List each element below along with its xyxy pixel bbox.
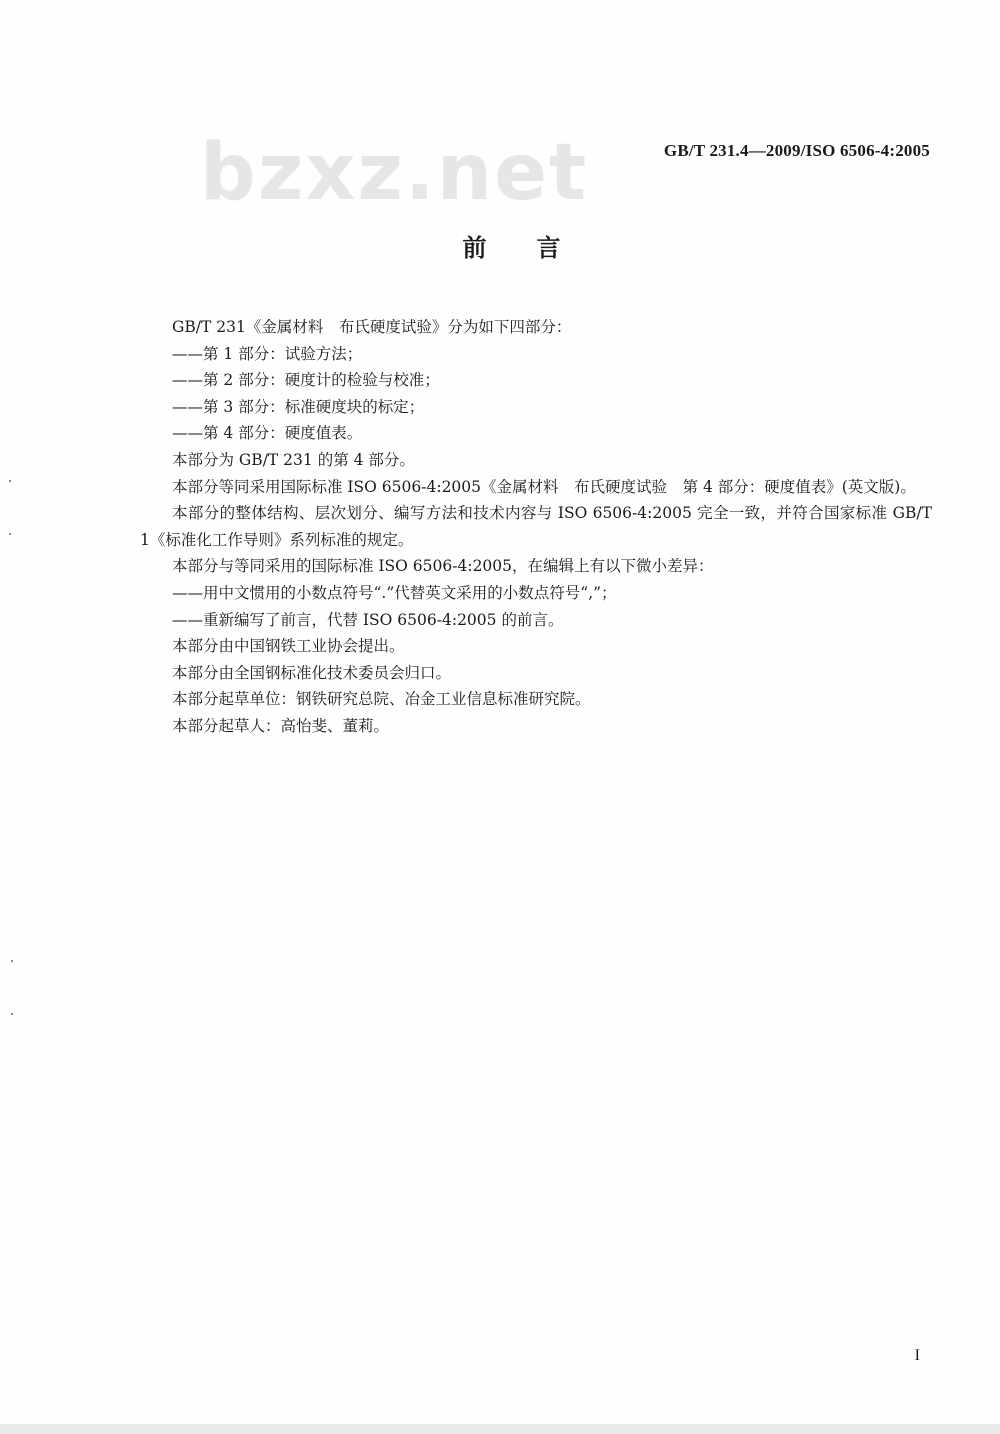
scan-speck [9, 533, 11, 535]
scan-speck [11, 1013, 13, 1015]
paragraph: 本部分由中国钢铁工业协会提出。 [172, 637, 405, 656]
paragraph: GB/T 231《金属材料 布氏硬度试验》分为如下四部分： [172, 318, 572, 336]
scan-speck [9, 480, 11, 482]
page-number: I [914, 1347, 920, 1364]
paragraph: 本部分为 GB/T 231 的第 4 部分。 [172, 450, 415, 469]
list-item: ——第 2 部分：硬度计的检验与校准； [172, 371, 440, 390]
watermark: bzxz.net [200, 128, 589, 218]
paragraph: 本部分由全国钢标准化技术委员会归口。 [172, 663, 452, 682]
paragraph: 本部分与等同采用的国际标准 ISO 6506-4:2005，在编辑上有以下微小差异： [172, 557, 714, 576]
list-item: ——重新编写了前言，代替 ISO 6506-4:2005 的前言。 [172, 610, 564, 629]
list-item: ——第 1 部分：试验方法； [172, 344, 363, 363]
paragraph: 本部分起草人：高怡斐、董莉。 [172, 716, 390, 735]
paragraph: 本部分的整体结构、层次划分、编写方法和技术内容与 ISO 6506-4:2005 完全一致，并符合国家标准 GB/T 1《标准化工作导则》系列标准的规定。 [140, 504, 932, 549]
list-item: ——第 4 部分：硬度值表。 [172, 424, 363, 443]
scan-speck [11, 960, 13, 962]
standard-number: GB/T 231.4—2009/ISO 6506-4:2005 [663, 141, 930, 160]
viewer-bottom-edge [0, 1424, 1000, 1434]
paragraph: 本部分起草单位：钢铁研究总院、冶金工业信息标准研究院。 [172, 690, 591, 709]
paragraph: 本部分等同采用国际标准 ISO 6506-4:2005《金属材料 布氏硬度试验 第 4 部分：硬度值表》(英文版)。 [172, 477, 916, 496]
list-item: ——第 3 部分：标准硬度块的标定； [172, 397, 425, 416]
foreword-body [140, 314, 932, 740]
page-title: 前言 [462, 234, 611, 262]
list-item: ——用中文惯用的小数点符号“.”代替英文采用的小数点符号“,”； [172, 583, 617, 602]
